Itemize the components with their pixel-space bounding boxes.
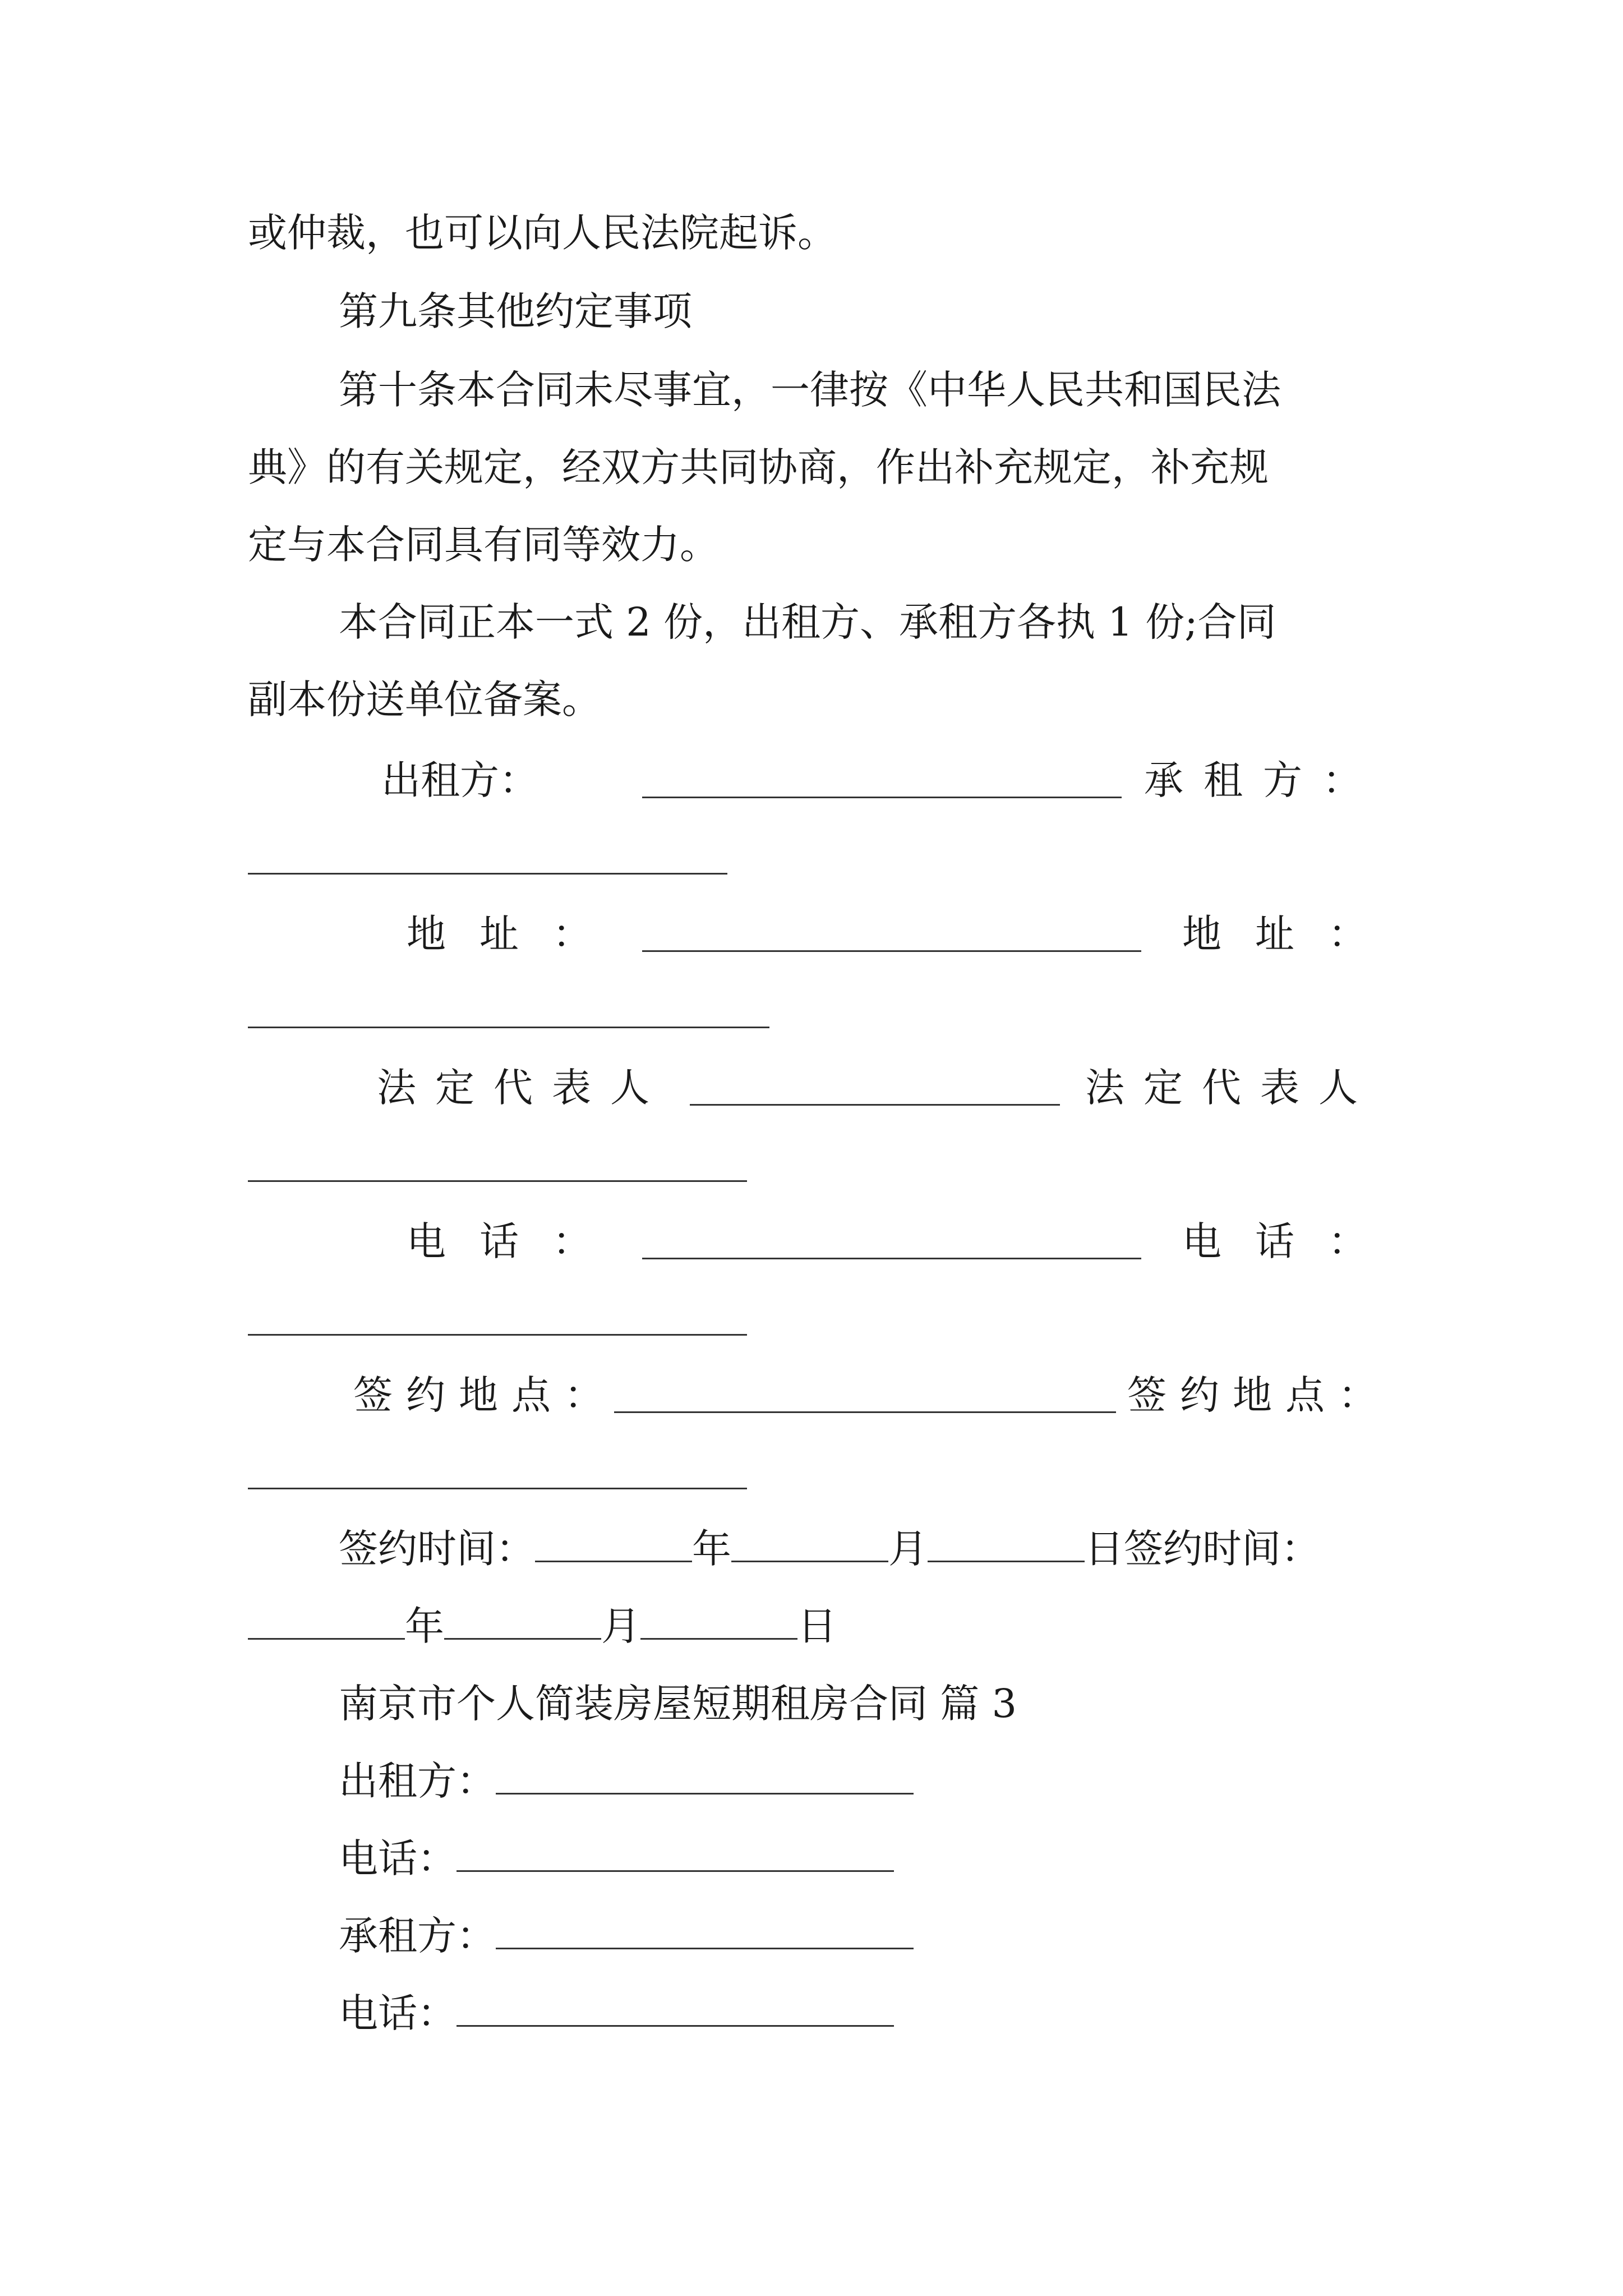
month-blank-2[interactable] <box>444 1603 601 1640</box>
sig-time-row-1 <box>339 1524 1404 1574</box>
section3-lessor-blank[interactable] <box>496 1758 914 1795</box>
section3-lessor-label: 出租方： <box>339 1758 496 1804</box>
sig-address-blank-1[interactable] <box>642 950 1141 952</box>
day-label-2: 日 <box>797 1603 837 1649</box>
sig-legal-rep-label-1: 法定代表人 <box>377 1065 668 1111</box>
section3-phone2-label: 电话： <box>339 1990 457 2036</box>
sig-place-blank-2[interactable] <box>248 1488 747 1489</box>
paragraph-line: 或仲裁，也可以向人民法院起诉。 <box>248 210 837 256</box>
sig-time-row-2 <box>248 1601 921 1651</box>
section3-phone1-row <box>339 1833 956 1884</box>
month-label: 月 <box>888 1526 928 1572</box>
sig-lessor-blank[interactable] <box>642 797 1122 798</box>
sig-address-label-1: 地址： <box>407 911 625 957</box>
sig-lessor-label <box>381 755 594 806</box>
month-blank[interactable] <box>731 1526 888 1562</box>
sig-address-label-2: 地址： <box>1182 911 1401 957</box>
sig-legal-rep-blank-1[interactable] <box>690 1104 1060 1106</box>
section3-lessor-row <box>339 1756 956 1806</box>
section3-lessee-row <box>339 1911 956 1961</box>
sig-legal-rep-blank-2[interactable] <box>248 1180 747 1182</box>
day-label: 日 <box>1085 1526 1124 1572</box>
article-10-line-3: 定与本合同具有同等效力。 <box>248 522 719 568</box>
sig-phone-label-1: 电话： <box>407 1218 625 1264</box>
day-blank-2[interactable] <box>640 1603 797 1640</box>
sig-lessee-blank[interactable] <box>248 873 727 875</box>
sig-place-label-2: 签约地点： <box>1127 1372 1391 1418</box>
section3-phone1-label: 电话： <box>339 1835 457 1881</box>
article-10-line-2: 典》的有关规定，经双方共同协商，作出补充规定，补充规 <box>248 444 1269 490</box>
sig-place-blank-1[interactable] <box>614 1411 1116 1413</box>
article-10-line-1: 第十条本合同未尽事宜，一律按《中华人民共和国民法 <box>339 367 1281 413</box>
sig-time-label-2: 签约时间： <box>1124 1526 1320 1572</box>
section3-lessee-label: 承租方： <box>339 1913 496 1959</box>
copies-line-1: 本合同正本一式 2 份，出租方、承租方各执 1 份;合同 <box>339 599 1276 645</box>
sig-lessor-text <box>381 755 594 806</box>
sig-phone-blank-1[interactable] <box>642 1258 1141 1259</box>
sig-legal-rep-label-2: 法定代表人 <box>1085 1065 1377 1111</box>
day-blank[interactable] <box>928 1526 1085 1562</box>
year-blank[interactable] <box>535 1526 692 1562</box>
sig-time-label-1: 签约时间： <box>339 1526 535 1572</box>
month-label-2: 月 <box>601 1603 640 1649</box>
year-blank-2[interactable] <box>248 1603 405 1640</box>
section3-phone2-blank[interactable] <box>457 1990 894 2027</box>
sig-phone-label-2: 电话： <box>1182 1218 1401 1264</box>
sig-address-blank-2[interactable] <box>248 1027 769 1028</box>
section3-title: 南京市个人简装房屋短期租房合同 篇 3 <box>339 1681 1017 1727</box>
section3-phone1-blank[interactable] <box>457 1835 894 1872</box>
label-text: 出租方： <box>381 757 538 803</box>
sig-phone-blank-2[interactable] <box>248 1334 747 1336</box>
year-label: 年 <box>692 1526 731 1572</box>
section3-lessee-blank[interactable] <box>496 1913 914 1949</box>
section3-phone2-row <box>339 1988 956 2039</box>
sig-place-label-1: 签约地点： <box>353 1372 617 1418</box>
year-label-2: 年 <box>405 1603 444 1649</box>
copies-line-2: 副本份送单位备案。 <box>248 677 601 723</box>
sig-lessee-label: 承租方： <box>1144 757 1382 803</box>
article-9-heading: 第九条其他约定事项 <box>339 288 692 334</box>
